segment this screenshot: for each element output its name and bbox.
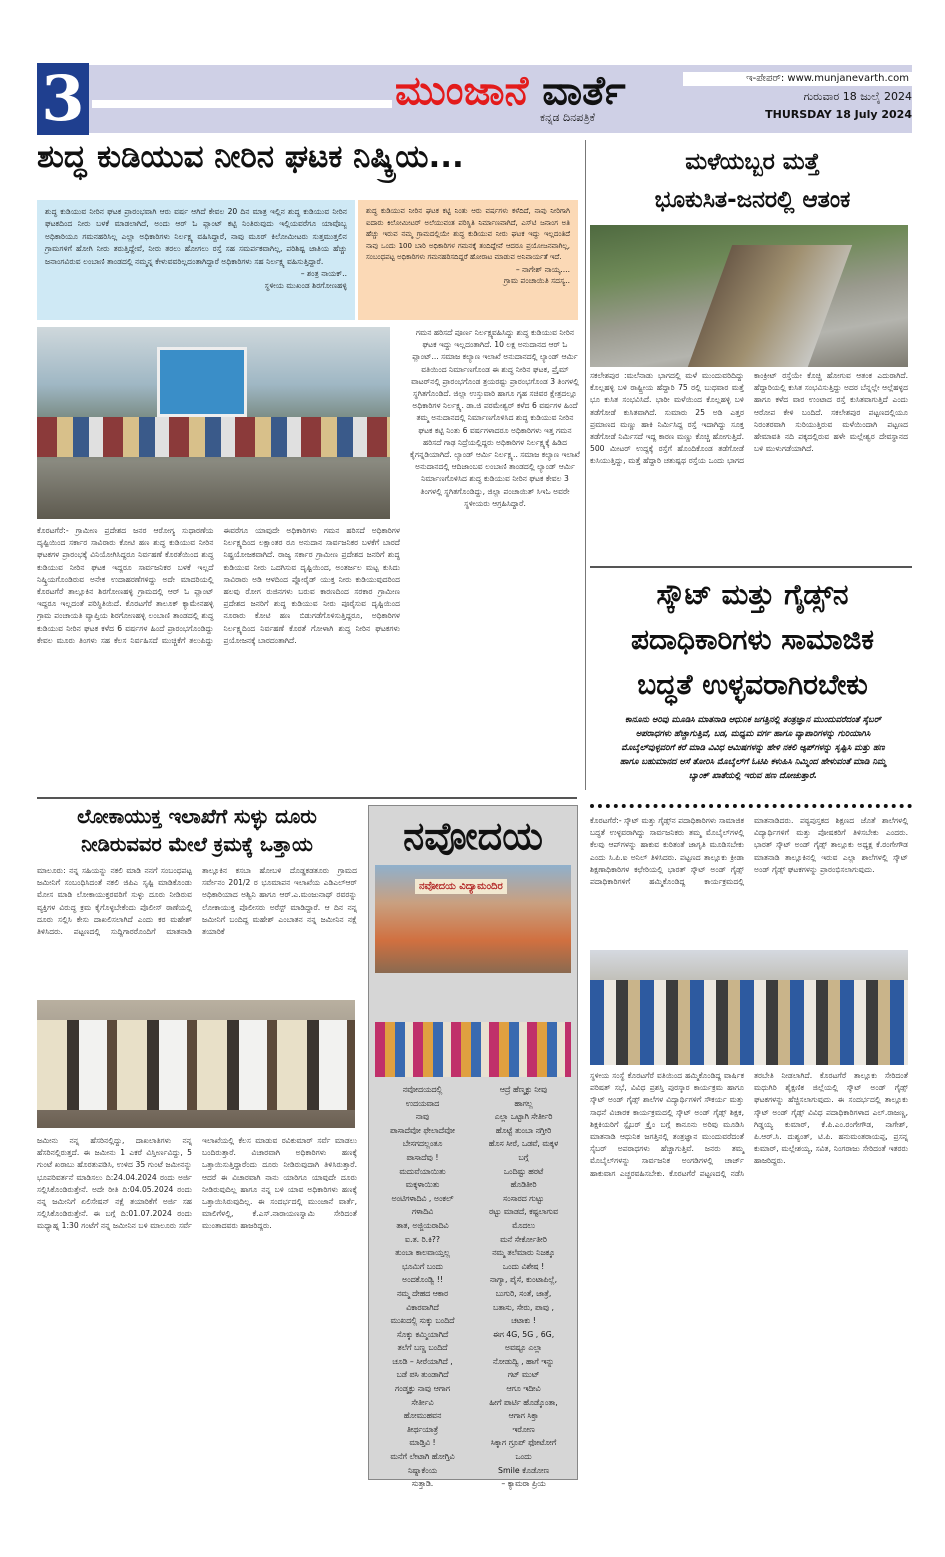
poem-line: ಒಂದಿಷ್ಟು ಹರಟೆ (503, 1166, 544, 1176)
poem-line: ಸೇರ್ತೀವಿ (411, 1397, 434, 1407)
people-at-table (37, 1020, 355, 1110)
poem-line: ಸಂಸಾರದ ಗುಟ್ಟು (503, 1193, 544, 1203)
group-of-women (375, 1022, 571, 1077)
article-body: ಕೊರಟಗೆರೆ:- ಸ್ಕೌಟ್ ಮತ್ತು ಗೈಡ್ಸ್‌ನ ಪದಾಧಿಕಾರಿಗಳು ಸಾಮಾಜಿಕ ಬದ್ಧತೆ ಉಳ್ಳವರಾಗಿದ್ದು ಸಾರ್ವಜನಿಕರು ತಮ್ಮ ಮೊಬೈಲ್‌ಗಳಲ್ಲಿ ಕೆಲವು ಆಪ್‌ಗಳನ್ನು ಹಾಕುವ ಕುರಿತಂತೆ ಜಾಗೃತಿ ಮೂಡಿಸಬೇಕು ಎಂದು ಸಿ.ಪಿ.ಐ ಅನಿಲ್ ತಿಳಿಸಿದರು. ಪಟ್ಟಣದ ತಾಲ್ಲೂಕು ಕ್ರೀಡಾ ಶಿಕ್ಷಣಾಧಿಕಾರಿಗಳ ಕಛೇರಿಯಲ್ಲಿ ಭಾರತ್ ಸ್ಕೌಟ್ ಅಂಡ್ ಗೈಡ್ಸ್ ಪದಾಧಿಕಾರಿಗಳಿಗೆ ಹಮ್ಮಿಕೊಂಡಿದ್ದ ಕಾರ್ಯಕ್ರಮದಲ್ಲಿ ಮಾತನಾಡಿದರು. ಪಠ್ಯಪುಸ್ತಕದ ಶಿಕ್ಷಣದ ಜೊತೆ ಶಾಲೆಗಳಲ್ಲಿ ವಿದ್ಯಾರ್ಥಿಗಳಿಗೆ ಮತ್ತು ಪೋಷಕರಿಗೆ ತಿಳಿಸಬೇಕು ಎಂದರು. ಭಾರತ್ ಸ್ಕೌಟ್ ಅಂಡ್ ಗೈಡ್ಸ್ ತಾಲ್ಲೂಕು ಅಧ್ಯಕ್ಷ ಕೆ.ರಂಗೇಗೌಡ ಮಾತನಾಡಿ ತಾಲ್ಲೂಕಿನಲ್ಲಿ ಇರುವ ಎಲ್ಲಾ ಶಾಲೆಗಳಲ್ಲಿ ಸ್ಕೌಟ್ ಅಂಡ್ ಗೈಡ್ಸ್ ಘಟಕಗಳನ್ನು ಪ್ರಾರಂಭಿಸಲಾಗುವುದು. (590, 816, 908, 887)
poem-line: ಸುತ್ತಾಡಿ. (411, 1479, 434, 1489)
poem-line: ಐ.ತ. ರಿ.ಕಿ?? (404, 1234, 441, 1244)
poem-line: ರಟ್ಟು ಮಾಡದೆ, ಕಷ್ಟಲಾಗುವ (488, 1207, 559, 1217)
quote-author: – ನಾಗೇಶ್ ನಾಯ್ಕ.... (515, 264, 570, 274)
poem-line: ಮುಖದಲ್ಲಿ ಸುಕ್ಕು ಬಂದಿದೆ (390, 1316, 455, 1326)
date-english: THURSDAY 18 July 2024 (765, 108, 912, 121)
headline-line: ನೀಡಿರುವವರ ಮೇಲೆ ಕ್ರಮಕ್ಕೆ ಒತ್ತಾಯ (81, 833, 313, 856)
headline-lokayukta (37, 803, 357, 859)
poem-line: ನವೋದಯದಲ್ಲಿ (402, 1085, 443, 1094)
decorative-bar (92, 100, 392, 108)
poem-line: ಹೀಗೆ ಪಾರ್ಟಿ ಹೊಡ್ಕೊಂತಾ, (489, 1397, 558, 1407)
quote-author-role: ಗ್ರಾಮ ಪಂಚಾಯಿತಿ ಸದಸ್ಯ.. (503, 276, 570, 285)
poem-line: Smile ಕೊಡೋಣ (498, 1465, 549, 1475)
poem-line: ಗಂಡ್ಮಕ್ಳು ನಾವು ಆಗಾಗ (395, 1384, 450, 1394)
poem-line: ನಮ್ಮ ತಲೆಮಾರು ನಿಜಕ್ಕೂ (492, 1248, 555, 1258)
poem-column-2 (473, 1083, 574, 1491)
article-intro: ಕಾನೂನು ಅರಿವು ಮೂಡಿಸಿ ಮಾತನಾಡಿ ಆಧುನಿಕ ಜಗತ್ತಿನಲ್ಲಿ ತಂತ್ರಜ್ಞಾನ ಮುಂದುವರೆದಂತೆ ಸೈಬರ್ ಅಪರಾಧಗಳು ಹೆಚ್ಚಾಗುತ್ತಿವೆ, ಬಡ, ಮಧ್ಯಮ ವರ್ಗ ಹಾಗೂ ವ್ಯಾಪಾರಿಗಳನ್ನು ಗುರಿಯಾಗಿಸಿ ಮೊಬೈಲ್‌ವುಳ್ಳವರಿಗೆ ಕರೆ ಮಾಡಿ ವಿವಿಧ ಆಮಿಷಗಳನ್ನು ಹೇಳಿ ನಕಲಿ ಆ್ಯಪ್‌ಗಳನ್ನು ಸೃಷ್ಟಿಸಿ ಮತ್ತು ಹಣ ಹಾಗೂ ಬಹುಮಾನದ ಆಸೆ ತೋರಿಸಿ ಮೊಬೈಲ್‌ಗೆ ಓಟಿಪಿ ಕಳುಹಿಸಿ ನಿಮ್ಮಿಂದ ಹೇಳುವಂತೆ ಮಾಡಿ ನಿಮ್ಮ ಬ್ಯಾಂಕ್ ಖಾತೆಯಲ್ಲಿ ಇರುವ ಹಣ ದೋಚುತ್ತಾರೆ. (619, 714, 887, 780)
poem-body (369, 1083, 577, 1491)
divider (37, 797, 577, 799)
dotted-divider (590, 804, 912, 808)
quote-text: ಶುದ್ಧ ಕುಡಿಯುವ ನೀರಿನ ಘಟಕ ಕಟ್ಟಿ ನಿಂತು ಆರು ವರ್ಷಗಳು ಕಳೆದಿದೆ, ನಾವು ನೀರಿಗಾಗಿ ಐದಾರು ಕಿಲೋಮೀಟರ್ ಅಲೆಯುವಂತ ಪರಿಸ್ಥಿತಿ ನಿರ್ಮಾಣವಾಗಿದೆ, ಎಸ್‌ಟಿ ಜನಾಂಗ ಅತಿ ಹೆಚ್ಚು ಇರುವ ನಮ್ಮ ಗ್ರಾಮದಲ್ಲಿಯೇ ಶುದ್ಧ ಕುಡಿಯುವ ನೀರು ಘಟಕ ಇದ್ದು ಇಲ್ಲದಂತಿದೆ ನಾವು ಒಂದು 100 ಬಾರಿ ಅಧಿಕಾರಿಗಳ ಗಮನಕ್ಕೆ ತಂದಿದ್ದೇವೆ ಆದರೂ ಪ್ರಯೋಜನವಾಗಿಲ್ಲ, ಸಂಬಂಧಪಟ್ಟ ಅಧಿಕಾರಿಗಳು ಗಮನಹರಿಸದಿದ್ದರೆ ಹೋರಾಟ ಮಾಡುವ ಅನಿವಾರ್ಯತೆ ಇದೆ. (366, 207, 570, 261)
poem-line: ಉದಯವಾದ (405, 1098, 440, 1108)
masthead-tagline: ಕನ್ನಡ ದಿನಪತ್ರಿಕೆ (540, 111, 596, 124)
date-kannada: ಗುರುವಾರ 18 ಜುಲೈ 2024 (803, 90, 912, 103)
poem-box-navodaya (368, 805, 578, 1489)
headline-line: ಪದಾಧಿಕಾರಿಗಳು ಸಾಮಾಜಿಕ (631, 623, 874, 656)
poem-line: ಆಗೂ ಇದೀವಿ (506, 1384, 541, 1394)
poem-line: ಮದುವೆಯಾಯಿತು (399, 1166, 446, 1176)
group-of-scouts (590, 980, 908, 1065)
poem-line: ತಲೆಗೆ ಬಣ್ಣ ಬಂದಿದೆ (397, 1343, 448, 1353)
article-body-continued: ಗಮನ ಹರಿಸದೆ ಪೂರ್ಣ ನಿರ್ಲಕ್ಷ್ಯವಹಿಸಿದ್ದು ಶುದ್ಧ ಕುಡಿಯುವ ನೀರಿನ ಘಟಕ ಇದ್ದು ಇಲ್ಲದಂತಾಗಿದೆ. 10 ಲಕ್ಷ ಅನುದಾನದ ಆರ್ ಓ ಪ್ಲಾಂಟ್... ಸಮಾಜ ಕಲ್ಯಾಣ ಇಲಾಖೆ ಅನುದಾನದಲ್ಲಿ ಲ್ಯಾಂಡ್ ಆರ್ಮಿ ವತಿಯಿಂದ ನಿರ್ಮಾಣಗೊಂಡ ಈ ಶುದ್ಧ ನೀರಿನ ಘಟಕ, ಪ್ರೈಮ್ ವಾಟರ್‌ನಲ್ಲಿ ಪ್ರಾರಂಭಗೊಂಡ ತ್ರಯರಷ್ಟು ಪ್ರಾರಂಭಗೊಂಡ 3 ತಿಂಗಳಲ್ಲಿ ಸ್ಥಗಿತಗೊಂಡಿದೆ. ಜಿಲ್ಲಾ ಉಸ್ತುವಾರಿ ಹಾಗೂ ಗೃಹ ಸಚಿವರ ಕ್ಷೇತ್ರದಲ್ಲೂ ಅಧಿಕಾರಿಗಳ ನಿರ್ಲಕ್ಷ್ಯ. ಡಾ.ಜಿ ಪರಮೇಶ್ವರ್ ಕಳೆದ 6 ವರ್ಷಗಳ ಹಿಂದೆ ತಮ್ಮ ಅನುದಾನದಲ್ಲಿ ನಿರ್ಮಾಣಗೊಳಿಸಿದ ಶುದ್ಧ ಕುಡಿಯುವ ನೀರಿನ ಘಟಕ ಕಟ್ಟಿ ನಿಂತು 6 ವರ್ಷಗಳಾದರೂ ಅಧಿಕಾರಿಗಳು ಇತ್ತ ಗಮನ ಹರಿಸದೆ ಗಾಢ ನಿದ್ರೆಯಲ್ಲಿದ್ದರು ಅಧಿಕಾರಿಗಳ ನಿರ್ಲಕ್ಷ್ಯಕ್ಕೆ ಹಿಡಿದ ಕೈಗನ್ನಡಿಯಾಗಿದೆ. ಲ್ಯಾಂಡ್ ಆರ್ಮಿ ನಿರ್ಲಕ್ಷ್ಯ.. ಸಮಾಜ ಕಲ್ಯಾಣ ಇಲಾಖೆ ಅನುದಾನದಲ್ಲಿ ಆದಿಜಾಂಬವ ಲಂಬಾಣಿ ತಾಂಡದಲ್ಲಿ ಲ್ಯಾಂಡ್ ಆರ್ಮಿ ನಿರ್ಮಾಣಗೊಳಿಸಿದ ಶುದ್ಧ ಕುಡಿಯುವ ನೀರಿನ ಘಟಕ ಕೇವಲ 3 ತಿಂಗಳಲ್ಲಿ ಸ್ಥಗಿತಗೊಂಡಿದ್ದು, ಜಿಲ್ಲಾ ಪಂಚಾಯಿತ್ ಸಿಇಓ ಅವರೇ ಸ್ಥಳೀಯರು ಆಗ್ರಹಿಸಿದ್ದಾರೆ. (410, 328, 580, 508)
poem-line: ಬಡೆ ಪಸಿ ತುಂಡಾಗಿದೆ (396, 1370, 449, 1380)
poem-line: ಪಾಸಾದೆವೋ ಫೇಲಾದೆವೋ (389, 1125, 456, 1135)
poem-line: ತಾತ, ಅಜ್ಜಿಯರಾದಿವಿ (396, 1220, 449, 1230)
ro-plant-sign (157, 347, 247, 417)
poem-line: – ಕ್ಯಾಮರಾ ಪ್ರಿಯ (501, 1479, 546, 1489)
poem-line: ಬುಗುರಿ, ಸಂತೆ, ಜಾತ್ರೆ, (495, 1288, 552, 1298)
poem-line: ಮನೆಗೆ ಲೇಟಾಗಿ ಹೋಗ್ತಿವಿ (390, 1452, 455, 1462)
poem-line: ನಾವು (415, 1112, 430, 1122)
poem-line: ಒಂದು ವಿಶೇಷ ! (502, 1261, 545, 1271)
group-of-people (37, 417, 390, 457)
poem-column-1 (372, 1083, 473, 1491)
headline-line: ಸ್ಕೌಟ್ ಮತ್ತು ಗೈಡ್ಸ್‌ನ (656, 578, 849, 611)
collapsed-road-wall (688, 245, 852, 367)
photo-villagers-at-ro-plant (37, 327, 390, 519)
poem-line: ಹಾಗಲ್ಲ (514, 1098, 533, 1108)
poem-line: ಗಳಾದಿವಿ (411, 1207, 434, 1217)
poem-line: ಆದ್ರೆ ಹೆಣ್ಮಕ್ಳು ನೀವು (499, 1085, 548, 1094)
headline-line: ಬದ್ಧತೆ ಉಳ್ಳವರಾಗಿರಬೇಕು (637, 668, 868, 701)
divider (590, 566, 912, 568)
headline-scouts-guides (590, 572, 915, 707)
poem-line: ಸಿಕ್ಕಾಗ ಗ್ರೂಪ್ ಫೋಟೋಗೆ (490, 1438, 557, 1448)
article-body: ಸಕಲೇಶಪುರ :ಮಲೆನಾಡು ಭಾಗದಲ್ಲಿ ಮಳೆ ಮುಂದುವರಿದಿದ್ದು ಕೊಲ್ಲಹಳ್ಳಿ ಬಳಿ ರಾಷ್ಟ್ರೀಯ ಹೆದ್ದಾರಿ 75 ರಲ್ಲಿ ಬುಧವಾರ ಮತ್ತೆ ಭೂ ಕುಸಿತ ಸಂಭವಿಸಿದೆ. ಭಾರೀ ಮಳೆಯಿಂದ ಕೊಲ್ಲಹಳ್ಳಿ ಬಳಿ ತಡೆಗೋಡೆ ಕುಸಿತವಾಗಿದೆ. ಸುಮಾರು 25 ಅಡಿ ಎತ್ತರ ಪ್ರಮಾಣದ ಮಣ್ಣು ಹಾಕಿ ನಿರ್ಮಿಸಿದ್ದ ರಸ್ತೆ ಇದಾಗಿದ್ದು ಸೂಕ್ತ ತಡೆಗೋಡೆ ನಿರ್ಮಿಸದೆ ಇದ್ದ ಕಾರಣ ಮಣ್ಣು ಕೊಚ್ಚಿ ಹೋಗುತ್ತಿದೆ. 500 ಮೀಟರ್ ಉದ್ದಕ್ಕೆ ರಸ್ತೆಗೆ ಹೊಂದಿಕೊಂಡ ತಡೆಗೋಡೆ ಕುಸಿಯುತ್ತಿದ್ದು, ಮತ್ತೆ ಹೆದ್ದಾರಿ ಚತುಷ್ಪಥ ರಸ್ತೆಯ ಒಂದು ಭಾಗದ ಕಾಂಕ್ರೀಟ್ ರಸ್ತೆಯೇ ಕೊಚ್ಚಿ ಹೋಗುವ ಆತಂಕ ಎದುರಾಗಿದೆ. ಹೆದ್ದಾರಿಯಲ್ಲಿ ಕುಸಿತ ಸಂಭವಿಸುತ್ತಿದ್ದು ಅದರ ಬೆನ್ನಲ್ಲೇ ಆಲ್ಲೆಹಳ್ಳದ ಹಾಗೂ ಕಳೆದ ವಾರ ಉಂಟಾದ ರಸ್ತೆ ಕುಸಿತವಾಗುತ್ತಿದೆ ಎಂದು ಆರೋಪ ಕೇಳಿ ಬಂದಿದೆ. ಸಕಲೇಶಪುರ ಪಟ್ಟಣದಲ್ಲಿಯೂ ನಿರಂತರವಾಗಿ ಸುರಿಯುತ್ತಿರುವ ಮಳೆಯಿಂದಾಗಿ ಪಟ್ಟಣದ ಹೇಮಾವತಿ ನದಿ ಪಕ್ಕದಲ್ಲಿರುವ ಹಳೇ ಮಲ್ಲೇಶ್ವರ ದೇವಸ್ಥಾನದ ಬಳಿ ಮುಳುಗಡೆಯಾಗಿದೆ. (590, 371, 908, 466)
poem-title: ನವೋದಯ (403, 814, 543, 858)
photo-scouts-event (590, 950, 908, 1065)
poem-line: ಹೊಡಿತೀರಿ (510, 1180, 537, 1190)
poem-line: ಚಟಾಕು ! (511, 1316, 536, 1326)
poem-line: ಮನೆ ಸೇರ್ಕೋತೀರಿ (500, 1234, 547, 1244)
photo-group-reunion (375, 977, 571, 1077)
headline-landslide (590, 143, 915, 219)
poem-line: ಭೂಮಿಗೆ ಬಂದು (401, 1261, 443, 1271)
quote-box-1 (37, 200, 355, 320)
poem-line: ಬತಾಸು, ಸೇರು, ಪಾವು , (492, 1302, 555, 1312)
poem-line: ಹೊಟ್ಟೆ ತುಂಬಾ ನಗ್ತೀರಿ (495, 1125, 552, 1135)
poem-line: ಸೊಕ್ಕು ಕಮ್ಮಿಯಾಗಿದೆ (396, 1329, 449, 1339)
article-body: ಸ್ಥಳೀಯ ಸಂಸ್ಥೆ ಕೊರಟಗೆರೆ ವತಿಯಿಂದ ಹಮ್ಮಿಕೊಂಡಿದ್ದ ವಾರ್ಷಿಕ ಪರಿಷತ್ ಸಭೆ, ವಿವಿಧ ಪ್ರಶಸ್ತಿ ಪುರಸ್ಕಾರ ಕಾರ್ಯಕ್ರಮ ಹಾಗೂ ಸ್ಕೌಟ್ ಅಂಡ್ ಗೈಡ್ಸ್ ಶಾಲೆಗಳ ವಿದ್ಯಾರ್ಥಿಗಳಿಗೆ ಸೌಕರ್ಯ ಮತ್ತು ಸಾಧನೆ ವಿಚಾರಕ ಕಾರ್ಯಕ್ರಮದಲ್ಲಿ ಸ್ಕೌಟ್ ಅಂಡ್ ಗೈಡ್ಸ್ ಶಿಕ್ಷಕ, ಶಿಕ್ಷಕಿಯರಿಗೆ ಸ್ಪೈಬರ್ ಕ್ರೈಂ ಬಗ್ಗೆ ಕಾನೂನು ಅರಿವು ಮೂಡಿಸಿ ಮಾತನಾಡಿ ಆಧುನಿಕ ಜಗತ್ತಿನಲ್ಲಿ ತಂತ್ರಜ್ಞಾನ ಮುಂದುವರೆದಂತೆ ಸೈಬರ್ ಅಪರಾಧಗಳು ಹೆಚ್ಚಾಗುತ್ತಿವೆ. ಜನರು ತಮ್ಮ ಮೊಬೈಲ್‌ಗಳನ್ನು ಸಾರ್ವಜನಿಕ ಅಂಗಡಿಗಳಲ್ಲಿ ಚಾರ್ಜ್ ಹಾಕುವಾಗ ಎಚ್ಚರವಹಿಸಬೇಕು. ಕೊರಟಗೆರೆ ಪಟ್ಟಣದಲ್ಲಿ ನಡೆಸಿ ತರಬೇತಿ ನೀಡಲಾಗಿದೆ. ಕೊರಟಗೆರೆ ತಾಲ್ಲೂಕು ಸೇರಿದಂತೆ ಮಧುಗಿರಿ ಶೈಕ್ಷಣಿಕ ಜಿಲ್ಲೆಯಲ್ಲಿ ಸ್ಕೌಟ್ ಅಂಡ್ ಗೈಡ್ಸ್ ಘಟಕಗಳನ್ನು ಹೆಚ್ಚಿಸಲಾಗುವುದು. ಈ ಸಂದರ್ಭದಲ್ಲಿ ತಾಲ್ಲೂಕು ಸ್ಕೌಟ್ ಅಂಡ್ ಗೈಡ್ಸ್ ವಿವಿಧ ಪದಾಧಿಕಾರಿಗಳಾದ ಎಲ್.ರಾಜಣ್ಣ, ಗಿಡ್ಡಯ್ಯ ಕುಮಾರ್, ಕೆ.ಪಿ.ಎಂ.ರಂಗೇಗೌಡ, ನಾಗೇಶ್, ಪಿ.ಆರ್.ಸಿ. ದುಶ್ಯಂತ್, ಟಿ.ಪಿ. ಹನುಮಂತರಾಯಪ್ಪ, ಪ್ರಸನ್ನ ಕುಮಾರ್, ಮಲ್ಲೇಶಯ್ಯ, ಸವಿತ, ನಿಂಗರಾಜು ಸೇರಿದಂತೆ ಇತರರು ಹಾಜರಿದ್ದರು. (590, 1071, 908, 1178)
poem-line: ಅಂದಕೊಂಡ್ವಿ !! (402, 1275, 443, 1285)
column-divider (585, 140, 586, 790)
quote-author: – ಶಂತ್ರ ನಾಯಕ್.. (300, 269, 347, 279)
poem-line: ನಾಗ್ಯಾ, ಪೈಸೆ, ಕುಂಟಾಪಿಲ್ಲೆ, (489, 1275, 558, 1285)
poem-line: ಅವಷ್ಟೂ ಎಲ್ಲಾ (504, 1343, 543, 1353)
quote-author-role: ಸ್ಥಳೀಯ ಮುಖಂಡ ಶಿರಗೋಣಹಳ್ಳಿ (264, 281, 347, 291)
poem-line: ಮಾಡ್ತಿವಿ ! (409, 1438, 436, 1448)
poem-line: ಇರೋಣ (512, 1424, 535, 1434)
headline-line: ಭೂಕುಸಿತ-ಜನರಲ್ಲಿ ಆತಂಕ (654, 187, 851, 213)
poem-line: ಅಂಟಿಗಳಾದಿವಿ , ಅಂಕಲ್ (391, 1193, 454, 1203)
photo-highway-landslide (590, 225, 908, 367)
poem-line: ಹೊಸ ಸೀರೆ, ಒಡವೆ, ಮಕ್ಕಳ (488, 1139, 559, 1149)
poem-line: ಹೋಮುಹವನ (403, 1411, 442, 1421)
poem-line: ಒಂದು (515, 1452, 532, 1462)
poem-line: ಚೂಡಿ – ಸೀರೆಯಾಗಿದೆ , (392, 1356, 453, 1366)
poem-line: ಗಟ್ ಮುಟ್ (507, 1370, 540, 1380)
poem-line: ಎಲ್ಲಾ ಒಟ್ಟಾಗಿ ಸೇರ್ತೀರಿ (494, 1112, 553, 1122)
poem-line: ಮೊದಲು (512, 1220, 535, 1230)
headline-water-plant: ಶುದ್ಧ ಕುಡಿಯುವ ನೀರಿನ ಘಟಕ ನಿಷ್ಕ್ರಿಯ... (37, 139, 464, 175)
article-body: ಮಾಲೂರು: ನನ್ನ ಸಹಿಯನ್ನು ನಕಲಿ ಮಾಡಿ ನನಗೆ ಸಂಬಂಧಪಟ್ಟ ಜಮೀನಿಗೆ ಸಂಬಂಧಿಸಿದಂತೆ ನಕಲಿ ಜಿಪಿಎ ಸೃಷ್ಟಿ ಮಾಡಿಕೊಂಡು ಮೋಸ ಮಾಡಿ ಲೋಕಾಯುಕ್ತರವರಿಗೆ ಸುಳ್ಳು ದೂರು ನೀಡಿರುವ ವ್ಯಕ್ತಿಗಳ ವಿರುದ್ಧ ಕ್ರಮ ಕೈಗೊಳ್ಳಬೇಕೆಂದು ಪೊಲೀಸ್ ಠಾಣೆಯಲ್ಲಿ ದೂರು ಸಲ್ಲಿಸಿ ಕೇಸು ದಾಖಲಿಸಲಾಗಿದೆ ಎಂದು ಕರ ಮಹೇಶ್ ತಿಳಿಸಿದರು. ಪಟ್ಟಣದಲ್ಲಿ ಸುದ್ದಿಗಾರರೊಂದಿಗೆ ಮಾತನಾಡಿ ತಾಲ್ಲೂಕಿನ ಕಸಬಾ ಹೋಬಳಿ ದೊಡ್ಡಕಡತೂರು ಗ್ರಾಮದ ಸರ್ವೇನಂ 201/2 ರ ಭೂಮಾಪನ ಇಲಾಖೆಯ ಎಡಿಎಲ್‌ಆರ್ ಅಧಿಕಾರಿಯಾದ ಅಶ್ವಿನಿ ಹಾಗೂ ಆರ್.ಎ.ಮಂಜುನಾಥ್ ರವರನ್ನು ಲೋಕಾಯುಕ್ತ ಪೊಲೀಸರು ಅರೆಸ್ಟ್ ಮಾಡಿದ್ದಾರೆ. ಆ ದಿನ ನನ್ನ ಜಮೀನಿಗೆ ಬಂದಿದ್ದ ಮಹೇಶ್ ಎಂಬಾತನ ನನ್ನ ಜಮೀನಿನ ನಕ್ಷೆ ತಯಾರಿಕೆ (37, 866, 357, 937)
school-sign: ನವೋದಯ ವಿದ್ಯಾಮಂದಿರ (415, 879, 507, 894)
poem-line: ಆಗಾಗ ಸಿಕ್ತಾ (508, 1411, 539, 1421)
poem-line: ತೀರ್ಥಯಾತ್ರೆ (406, 1424, 439, 1434)
poem-line: ನಿಷ್ನಾಕೆಂಯ (407, 1465, 438, 1475)
poem-line: ತುಂಬಾ ಕಾಲವಾಯ್ತಲ್ಲ (395, 1248, 450, 1258)
poem-line: ವಿಕಾರವಾಗಿದೆ (406, 1302, 439, 1312)
poem-line: ಪಾಸಾದೆವು ! (406, 1152, 439, 1162)
page-number: 3 (37, 63, 89, 135)
article-body: ಕೊರಟಗೆರೆ:- ಗ್ರಾಮೀಣ ಪ್ರದೇಶದ ಜನರ ಆರೋಗ್ಯ ಸುಧಾರಣೆಯ ದೃಷ್ಟಿಯಿಂದ ಸರ್ಕಾರ ಸಾವಿರಾರು ಕೋಟಿ ಹಣ ಶುದ್ಧ ಕುಡಿಯುವ ನೀರಿನ ಘಟಕಗಳ ಪ್ರಾರಂಭಕ್ಕೆ ವಿನಿಯೋಗಿಸಿದ್ದರೂ ನಿರ್ವಹಣೆ ಕೊರತೆಯಿಂದ ಶುದ್ಧ ಕುಡಿಯುವ ನೀರಿನ ಘಟಕ ಇದ್ದರೂ ಸಾರ್ವಜನಿಕರ ಬಳಕೆ ಇಲ್ಲದೆ ನಿಷ್ಕ್ರಿಯಗೊಂಡಿರುವ ಅನೇಕ ಉದಾಹರಣೆಗಳಿದ್ದು ಅದೇ ಮಾದರಿಯಲ್ಲಿ ಕೊರಟಗೆರೆ ತಾಲ್ಲೂಕಿನ ಶಿರಗೋಣಹಳ್ಳಿ ಗ್ರಾಮದಲ್ಲಿ ಆರ್ ಓ ಪ್ಲಾಂಟ್ ಇದ್ದರೂ ಇಲ್ಲದಂತೆ ಪರಿಸ್ಥಿತಿಯಿದೆ. ಕೊರಟಗೆರೆ ತಾಲೂಕ್ ಕ್ಯಾಮೇನಹಳ್ಳಿ ಗ್ರಾಮ ಪಂಚಾಯತಿ ವ್ಯಾಪ್ತಿಯ ಶಿರಗೋಣಹಳ್ಳಿ ಲಂಬಾಣಿ ತಾಂಡದಲ್ಲಿ ಶುದ್ಧ ಕುಡಿಯುವ ನೀರಿನ ಘಟಕ ಕಳೆದ 6 ವರ್ಷಗಳ ಹಿಂದೆ ಪ್ರಾರಂಭಗೊಂಡಿದ್ದು ಕೇವಲ ಮೂರು ತಿಂಗಳು ಸಹ ಕೆಲಸ ನಿರ್ವಹಿಸದೆ ಮುಚ್ಚಿಕೆಗೆ ತಲುಪಿದ್ದು ಈವರೆಗೂ ಯಾವುದೇ ಅಧಿಕಾರಿಗಳು ಗಮನ ಹರಿಸದೆ ಅಧಿಕಾರಿಗಳ ನಿರ್ಲಕ್ಷ್ಯದಿಂದ ಲಕ್ಷಾಂತರ ರೂ ಅನುದಾನ ಸಾರ್ವಜನಿಕರ ಬಳಕೆಗೆ ಬಾರದೆ ನಿಷ್ಪ್ರಯೋಜಕವಾಗಿದೆ. ರಾಜ್ಯ ಸರ್ಕಾರ ಗ್ರಾಮೀಣ ಪ್ರದೇಶದ ಜನರಿಗೆ ಶುದ್ಧ ಕುಡಿಯುವ ನೀರು ಒದಗಿಸುವ ದೃಷ್ಟಿಯಿಂದ, ಅಂತರ್ಜಲ ಮಟ್ಟ ಕುಸಿದು ಸಾವಿರಾರು ಅಡಿ ಆಳದಿಂದ ಪ್ಲೋರೈಡ್ ಯುಕ್ತ ನೀರು ಕುಡಿಯುವುದರಿಂದ ಹಲವು ರೋಗ ರುಜಿನಗಳು ಬರುವ ಕಾರಣದಿಂದ ಸರಕಾರ ಗ್ರಾಮೀಣ ಪ್ರದೇಶದ ಜನರಿಗೆ ಶುದ್ಧ ಕುಡಿಯುವ ನೀರು ಪೂರೈಸುವ ದೃಷ್ಟಿಯಿಂದ ನೂರಾರು ಕೋಟಿ ಹಣ ಬಿಡುಗಡೆಗೊಳಿಸುತ್ತಿದ್ದರೂ, ಅಧಿಕಾರಿಗಳ ನಿರ್ಲಕ್ಷ್ಯದಿಂದ ನಿರ್ವಹಣೆ ಕೊರತೆ ಗೋಳಾಗಿ ಶುದ್ಧ ನೀರಿನ ಘಟಕಗಳು ಪ್ರಯೋಜನಕ್ಕೆ ಬಾರದಂತಾಗಿದೆ. (37, 526, 400, 645)
article-body: ಜಮೀನು ನನ್ನ ಹೆಸರಿನಲ್ಲಿದ್ದು, ದಾಖಲಾತಿಗಳು ನನ್ನ ಹೆಸರಿನಲ್ಲಿರುತ್ತದೆ. ಈ ಜಮೀನು 1 ಎಕರೆ ವಿಸ್ತೀರ್ಣವಿದ್ದು, 5 ಗುಂಟೆ ಖರಾಬು ಹೊರತುಪಡಿಸಿ, ಉಳಿದ 35 ಗುಂಟೆ ಜಮೀನನ್ನು ಭೂಪರಿವರ್ತನೆ ಮಾಡಿಸಲು ದಿ:24.04.2024 ರಂದು ಅರ್ಜಿ ಸಲ್ಲಿಸಿಕೊಂಡಿರುತ್ತೇನೆ. ಅದೇ ರೀತಿ ದಿ:04.05.2024 ರಂದು ನನ್ನ ಜಮೀನಿಗೆ ಏಲಿಸೇಷನ್ ನಕ್ಷೆ ತಯಾರಿಕೆಗೆ ಅರ್ಜಿ ಸಹ ಸಲ್ಲಿಸಿಕೊಂಡಿರುತ್ತೇನೆ. ಈ ಬಗ್ಗೆ ದಿ:01.07.2024 ರಂದು ಮಧ್ಯಾಹ್ನ 1:30 ಗಂಟೆಗೆ ನನ್ನ ಜಮೀನಿನ ಬಳಿ ಮಾಲೂರು ಸರ್ವೆ ಇಲಾಖೆಯಲ್ಲಿ ಕೆಲಸ ಮಾಡುವ ರವಿಕುಮಾರ್ ಸರ್ವೆ ಮಾಡಲು ಬಂದಿರುತ್ತಾರೆ. ವಿಚಾರವಾಗಿ ಅಧಿಕಾರಿಗಳು ಹಣಕ್ಕೆ ಒತ್ತಾಯಿಸುತ್ತಿದ್ದಾರೆಂದು ದೂರು ನೀಡಿರುವುದಾಗಿ ತಿಳಿಸಿರುತ್ತಾರೆ. ಆದರೆ ಈ ವಿಚಾರವಾಗಿ ನಾನು ಯಾರಿಗೂ ಯಾವುದೇ ದೂರು ನೀಡಿರುವುದಿಲ್ಲ ಹಾಗೂ ನನ್ನ ಬಳಿ ಯಾವ ಅಧಿಕಾರಿಗಳು ಹಣಕ್ಕೆ ಒತ್ತಾಯಿಸಿರುವುದಿಲ್ಲ. ಈ ಸಂದರ್ಭದಲ್ಲಿ ಮುಂಜಾನೆ ವಾರ್ತೆ, ಮಾಲಿಗೆಳಲ್ಲಿ, ಕೆ.ಎಸ್.ನಾರಾಯಣಸ್ವಾಮಿ ಸೇರಿದಂತೆ ಮುಂತಾದವರು ಹಾಜರಿದ್ದರು. (37, 1136, 357, 1231)
poem-line: ಈಗ 4G, 5G , 6G, (492, 1329, 555, 1339)
photo-school-building (375, 865, 571, 973)
poem-line: ಮಕ್ಕಳಾಯಿತು (405, 1180, 440, 1190)
masthead-logo: ಮುಂಜಾನೆ ವಾರ್ತೆ (395, 68, 626, 114)
poem-line: ಬಗ್ಗೆ (518, 1152, 529, 1162)
headline-line: ಲೋಕಾಯುಕ್ತ ಇಲಾಖೆಗೆ ಸುಳ್ಳು ದೂರು (77, 805, 317, 828)
poem-line: ನೋಡುದ್ವಿ , ಹಾಗೆ ಇನ್ನು (492, 1356, 555, 1366)
quote-text: ಶುದ್ಧ ಕುಡಿಯುವ ನೀರಿನ ಘಟಕ ಪ್ರಾರಂಭವಾಗಿ ಆರು ವರ್ಷ ಆಗಿದೆ ಕೇವಲ 20 ದಿನ ಮಾತ್ರ ಇಲ್ಲಿನ ಶುದ್ಧ ಕುಡಿಯುವ ನೀರಿನ ಘಟಕದಿಂದ ನೀರು ಬಳಕೆ ಮಾಡಲಾಗಿದೆ, ಅಂದು ಆರ್ ಓ ಪ್ಲಾಂಟ್ ಕಟ್ಟಿ ನಿಂತಿರುವುದು ಇಲ್ಲಿಯವರೆಗೂ ಯಾವೊಬ್ಬ ಅಧಿಕಾರಿಯೂ ಗಮನಹರಿಸಿಲ್ಲ ಎಲ್ಲಾ ಅಧಿಕಾರಿಗಳು ನಿರ್ಲಕ್ಷ್ಯ ವಹಿಸಿದ್ದಾರೆ, ನಾವು ಮೂರ್ ಕಿಲೋಮೀಟರು ಸುತ್ತಮುತ್ತಲಿನ ಗ್ರಾಮಗಳಿಗೆ ಹೋಗಿ ನೀರು ತರುತ್ತಿದ್ದೇವೆ, ನೀರು ತರಲು ಹೋಗಲು ರಸ್ತೆ ಸಹ ಸಮರ್ಪಕವಾಗಿಲ್ಲ, ಪರಿಶಿಷ್ಟ ಜಾತಿಯ ಹೆಚ್ಚು ಜನಾಂಗವಿರುವ ಲಂಬಾಣಿ ತಾಂಡದಲ್ಲಿ ನಮ್ಮನ್ನ ಕೇಳುವವರಿಲ್ಲದಂತಾಗಿದ್ದಾರೆ ಅಧಿಕಾರಿಗಳು ಸಹ ನಿರ್ಲಕ್ಷ್ಯ ವಹಿಸುತ್ತಿದ್ದಾರೆ. (45, 207, 347, 266)
poem-line: ಬೇಸಗದಲ್ಲಂತೂ (402, 1139, 443, 1149)
headline-line: ಮಳೆಯಬ್ಬರ ಮತ್ತೆ (685, 149, 820, 175)
quote-box-2 (358, 200, 578, 320)
epaper-link[interactable]: ಇ-ಪೇಪರ್: www.munjanevarth.com (683, 72, 913, 86)
photo-press-meet (37, 1000, 355, 1128)
poem-line: ನಮ್ಮ ದೇಹದ ಆಕಾರ (396, 1288, 449, 1298)
